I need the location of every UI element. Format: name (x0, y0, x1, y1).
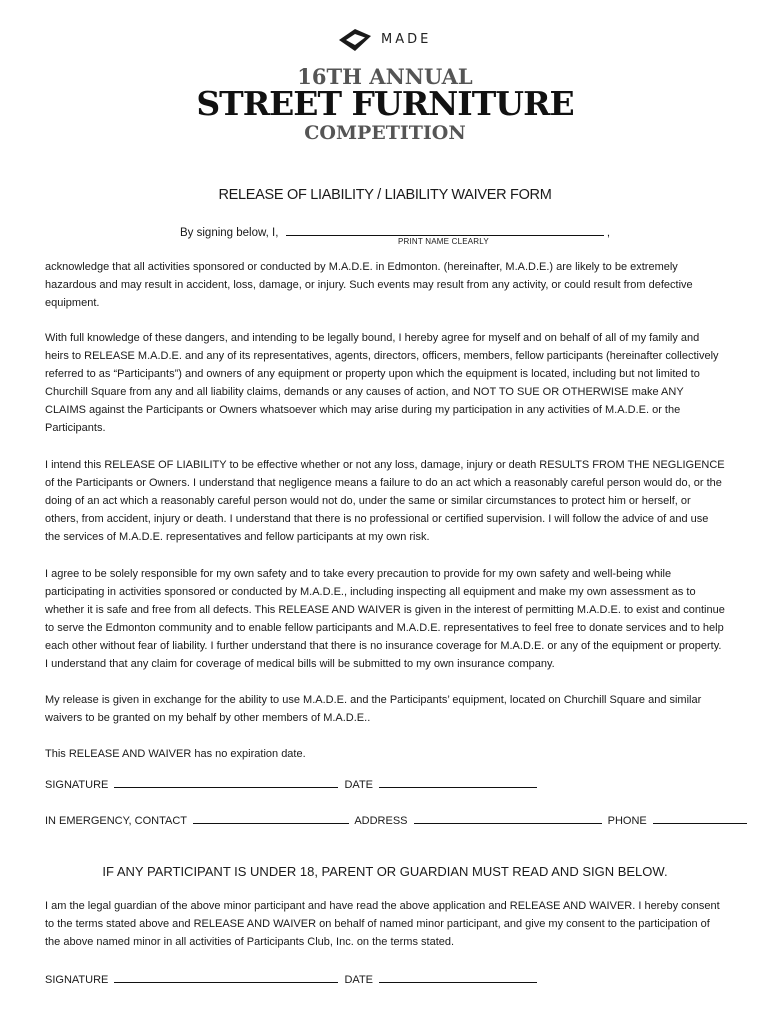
paragraph-guardian: I am the legal guardian of the above minor participant and have read the above application and RELEASE AND WAIVER. I hereby consent to the terms stated above and RELEASE AND WAIVER on behalf of named minor participant, and give my consent to the participation of the above named minor in all activities of Participants Club, Inc. on the terms stated. (45, 900, 720, 948)
guardian-date-field[interactable] (379, 971, 537, 983)
signature-row (45, 776, 540, 791)
phone-field[interactable] (653, 812, 747, 824)
address-field[interactable] (414, 812, 602, 824)
guardian-signature-label: SIGNATURE (45, 974, 109, 986)
sign-suffix: , (606, 227, 611, 239)
emergency-contact-field[interactable] (193, 812, 349, 824)
guardian-signature-row (45, 971, 540, 986)
minor-heading: IF ANY PARTICIPANT IS UNDER 18, PARENT OR GUARDIAN MUST READ AND SIGN BELOW. (102, 864, 668, 879)
guardian-date-label: DATE (344, 974, 374, 986)
logo-wordmark: MADE (381, 32, 432, 47)
signature-field[interactable] (114, 776, 338, 788)
header-line-street-furniture: STREET FURNITURE (196, 84, 574, 123)
paragraph-negligence: I intend this RELEASE OF LIABILITY to be effective whether or not any loss, damage, injury or death RESULTS FROM THE NEGLIGENCE of the Participants or Owners. I understand that negligence means a failure to do an act which a reasonably careful person would do, or the doing of an act which a reasonably careful person would not do, under the same or similar circumstances to protect him or herself, or others, from accident, injury or death. I understand that there is no professional or certified supervision. I will follow the advice of and use the services of M.A.D.E. representatives and fellow participants at my own risk. (45, 459, 725, 543)
paragraph-acknowledge: acknowledge that all activities sponsored or conducted by M.A.D.E. in Edmonton. (hereinafter, M.A.D.E.) are likely to be extremely hazardous and may result in accident, loss, damage, or injury. Such events may result from any activity, or could result from defective equipment. (45, 261, 693, 309)
header-line-annual: 16TH ANNUAL (297, 64, 473, 89)
emergency-contact-row (45, 812, 750, 827)
paragraph-release: With full knowledge of these dangers, and intending to be legally bound, I hereby agree for myself and on behalf of all of my family and heirs to RELEASE M.A.D.E. and any of its representatives, agents, directors, officers, members, fellow participants (hereinafter collectively referred to as “Participants”) and owners of any equipment or property upon which the equipment is located, including but not limited to Churchill Square from any and all liability claims, demands or any causes of action, and NOT TO SUE OR OTHERWISE make ANY CLAIMS against the Participants or Owners whatsoever which may arise during my participation in any activities of M.A.D.E. or the Participants. (45, 332, 719, 434)
made-logo (0, 28, 770, 52)
name-signing-row (180, 224, 610, 239)
address-label: ADDRESS (354, 815, 408, 827)
header-line-competition: COMPETITION (304, 122, 466, 144)
date-field[interactable] (379, 776, 537, 788)
print-name-field[interactable] (286, 224, 604, 236)
sign-prefix: By signing below, I, (180, 227, 279, 239)
phone-label: PHONE (607, 815, 647, 827)
print-name-caption: PRINT NAME CLEARLY (398, 237, 489, 246)
emergency-contact-label: IN EMERGENCY, CONTACT (45, 815, 187, 827)
paragraph-responsibility: I agree to be solely responsible for my own safety and to take every precaution to provide for my own safety and well-being while participating in activities sponsored or conducted by M.A.D.E., including inspecting all equipment and make my own assessment as to whether it is safe and free from all defects. This RELEASE AND WAIVER is given in the interest of permitting M.A.D.E. to exist and continue to serve the Edmonton community and to enable fellow participants and M.A.D.E. representatives to feel free to donate services and to help each other without fear of liability. I further understand that there is no insurance coverage for M.A.D.E. or any of the equipment or property. I understand that any claim for coverage of medical bills will be submitted to my own insurance company. (45, 568, 725, 670)
form-title: RELEASE OF LIABILITY / LIABILITY WAIVER FORM (218, 187, 552, 203)
made-hexagon-logo-icon (338, 28, 372, 52)
paragraph-exchange: My release is given in exchange for the ability to use M.A.D.E. and the Participants’ equipment, located on Churchill Square and similar waivers to be granted on my behalf by other members of M.A.D.E.. (45, 694, 702, 724)
guardian-signature-field[interactable] (114, 971, 338, 983)
paragraph-expiration: This RELEASE AND WAIVER has no expiration date. (45, 748, 306, 760)
date-label: DATE (344, 779, 374, 791)
signature-label: SIGNATURE (45, 779, 109, 791)
